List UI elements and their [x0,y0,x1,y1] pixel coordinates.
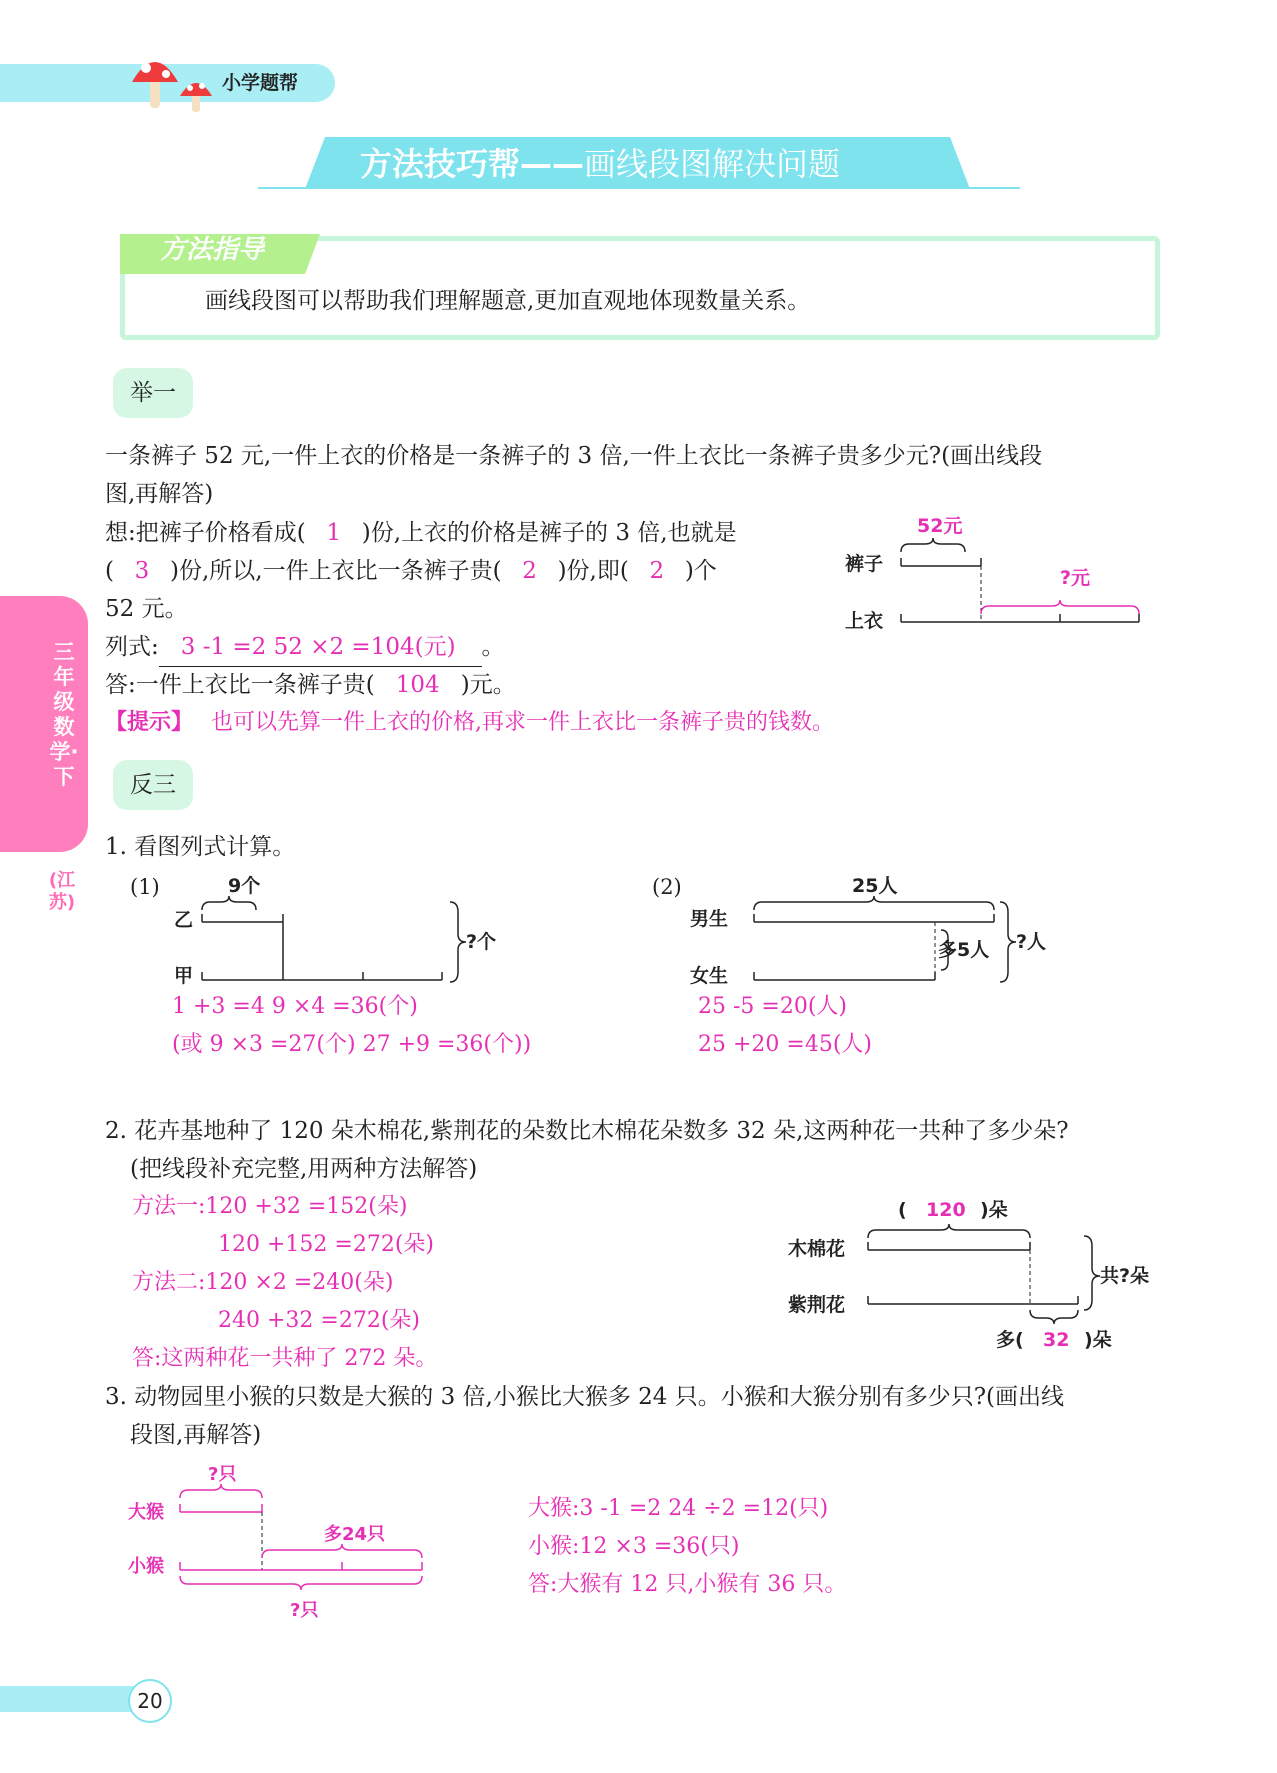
example-think-line2 [105,552,717,590]
diagram-top-right: )朵 [980,1199,1008,1221]
hint-label: 【提示】 [105,710,194,735]
example-formula [105,628,505,667]
example-think-line3: 52 元。 [105,596,188,622]
q3-line2: 段图,再解答) [130,1422,262,1448]
diagram-top-left: ( [898,1199,907,1221]
q3-answer3: 答:大猴有 12 只,小猴有 36 只。 [528,1572,847,1597]
diagram-top-label: 25人 [852,875,898,897]
think-text: )份,上衣的价格是裤子的 3 倍,也就是 [361,520,737,546]
q1-part1-label: (1) [130,875,160,899]
q2-line1: 2. 花卉基地种了 120 朵木棉花,紫荆花的朵数比木棉花朵数多 32 朵,这两种花一共种了多少朵? [105,1118,1069,1144]
diagram-q-label: ?个 [466,931,497,953]
example-line-diagram [845,510,1175,635]
hint-text: 也可以先算一件上衣的价格,再求一件上衣比一条裤子贵的钱数。 [211,710,835,735]
practice-badge: 反三 [113,760,193,810]
q1-title: 1. 看图列式计算。 [105,834,296,860]
guide-text: 画线段图可以帮助我们理解题意,更加直观地体现数量关系。 [205,288,811,314]
diagram-row2-label: 紫荆花 [788,1294,846,1316]
diagram-row2-label: 甲 [174,965,194,987]
think-text: 想:把裤子价格看成( [105,520,306,546]
q3-answer1: 大猴:3 -1 =2 24 ÷2 =12(只) [528,1496,829,1521]
example-answer [105,666,516,704]
diagram-row1-label: 裤子 [845,553,884,575]
example-badge: 举一 [113,368,193,418]
think-text: )个 [684,558,717,584]
diagram-row2-label: 小猴 [128,1556,164,1577]
example-hint [105,704,834,742]
guide-tag-label: 方法指导 [160,235,265,265]
q1-part1-answer1: 1 +3 =4 9 ×4 =36(个) [172,994,418,1019]
diagram-row1-label: 木棉花 [788,1238,846,1260]
answer-blank: 1 [326,520,342,546]
q3-answer2: 小猴:12 ×3 =36(只) [528,1534,740,1559]
diagram-diff-label: 多24只 [324,1524,386,1545]
example-question-line2: 图,再解答) [105,481,214,507]
answer-blank: 104 [395,672,440,698]
example-question-line1: 一条裤子 52 元,一件上衣的价格是一条裤子的 3 倍,一件上衣比一条裤子贵多少元?(画出线段 [105,443,1043,469]
sidebar-grade: 三年级数学·下 [49,640,79,789]
q2-method2-b: 240 +32 =272(朵) [218,1308,420,1333]
diagram-diff-label: 多5人 [938,939,990,961]
answer-text: 答:一件上衣比一条裤子贵( [105,672,375,698]
sidebar-region: (江苏) [48,870,76,913]
title-sub: 画线段图解决问题 [584,145,841,183]
diagram-row2-label: 女生 [690,965,729,987]
formula-end: 。 [481,634,505,660]
q3-line-diagram [128,1458,468,1628]
diagram-top-label: ?只 [208,1464,237,1485]
answer-blank: 2 [522,558,537,584]
diagram-row2-label: 上衣 [845,610,884,632]
q2-line-diagram [788,1188,1183,1353]
page-title [360,140,840,188]
brand-name: 小学题帮 [222,72,299,94]
q2-line2: (把线段补充完整,用两种方法解答) [130,1156,478,1182]
diagram-q-label: 共?朵 [1100,1265,1150,1287]
diagram-top-label: 9个 [228,875,261,897]
q2-method1-b: 120 +152 =272(朵) [218,1232,434,1257]
q3-line1: 3. 动物园里小猴的只数是大猴的 3 倍,小猴比大猴多 24 只。小猴和大猴分别有多少只?(画出线 [105,1384,1065,1410]
diagram-row1-label: 男生 [690,908,729,930]
think-text: ( [105,558,114,584]
mushroom-icon [128,44,223,116]
diagram-bottom-b: )朵 [1084,1329,1112,1351]
formula-label: 列式: [105,634,159,660]
q1-part2-answer1: 25 -5 =20(人) [698,994,848,1019]
diagram-q-label: ?元 [1060,567,1091,589]
answer-blank: 3 [134,558,150,584]
example-think-line1 [105,514,737,552]
answer-text: )元。 [460,672,516,698]
q1-part1-diagram [168,868,508,988]
diagram-bottom-value: 32 [1043,1329,1070,1351]
diagram-top-value: 120 [926,1199,966,1221]
q1-part2-diagram [690,868,1070,988]
page-number: 20 [128,1679,172,1723]
title-main: 方法技巧帮—— [360,145,585,183]
diagram-row1-label: 大猴 [128,1502,164,1523]
q1-part1-answer2: (或 9 ×3 =27(个) 27 +9 =36(个)) [172,1032,532,1057]
diagram-bottom-label: ?只 [290,1600,319,1621]
diagram-top-label: 52元 [917,515,963,537]
think-text: )份,即( [557,558,629,584]
diagram-bottom-a: 多( [996,1329,1024,1351]
q2-method2-a: 方法二:120 ×2 =240(朵) [132,1270,394,1295]
diagram-row1-label: 乙 [174,909,194,931]
q1-part2-answer2: 25 +20 =45(人) [698,1032,873,1057]
q2-method1-a: 方法一:120 +32 =152(朵) [132,1194,408,1219]
q2-answer: 答:这两种花一共种了 272 朵。 [132,1346,438,1371]
q1-part2-label: (2) [652,875,682,899]
diagram-q-label: ?人 [1016,931,1047,953]
think-text: )份,所以,一件上衣比一条裤子贵( [169,558,502,584]
answer-blank: 2 [649,558,665,584]
formula-answer: 3 -1 =2 52 ×2 =104(元) [159,628,482,667]
